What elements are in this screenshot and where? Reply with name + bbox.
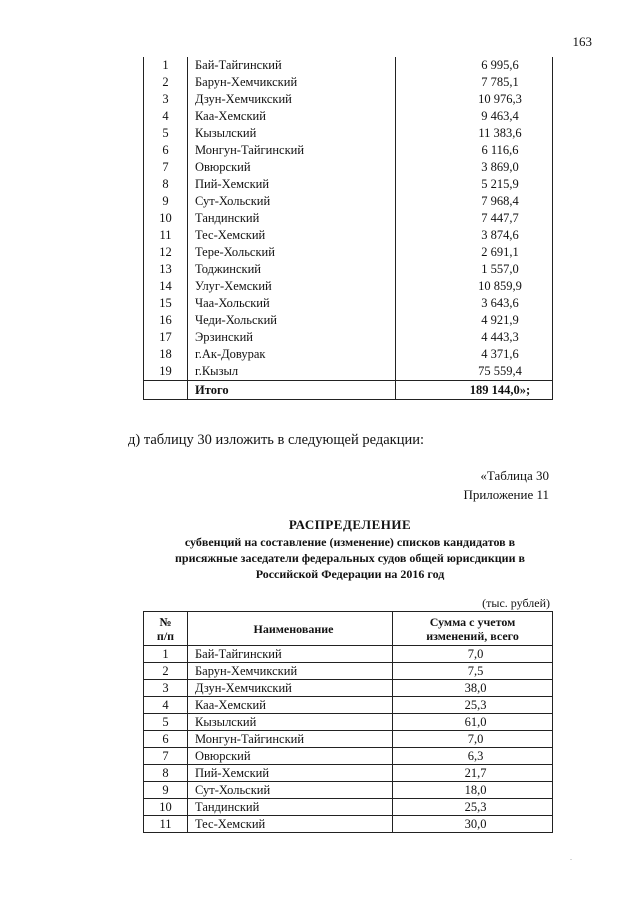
amount-value: 7,0 <box>393 731 553 748</box>
row-number: 11 <box>144 227 188 244</box>
district-name: Кызылский <box>188 714 393 731</box>
table-row <box>144 816 553 833</box>
district-name: Дзун-Хемчикский <box>188 680 393 697</box>
amount-value: 38,0 <box>393 680 553 697</box>
document-title: РАСПРЕДЕЛЕНИЕ <box>288 517 412 532</box>
table-row <box>144 748 553 765</box>
total-num-cell <box>144 381 188 400</box>
amount-value: 4 371,6 <box>396 346 553 363</box>
amount-value: 9 463,4 <box>396 108 553 125</box>
table-row <box>144 159 553 176</box>
district-name: Кызылский <box>188 125 396 142</box>
row-number: 8 <box>144 765 188 782</box>
table-row <box>144 261 553 278</box>
district-name: Тоджинский <box>188 261 396 278</box>
amount-value: 7,0 <box>393 646 553 663</box>
amount-value: 75 559,4 <box>396 363 553 381</box>
district-name: Улуг-Хемский <box>188 278 396 295</box>
amount-value: 30,0 <box>393 816 553 833</box>
district-name: Дзун-Хемчикский <box>188 91 396 108</box>
header-sum <box>393 612 553 646</box>
amount-value: 7,5 <box>393 663 553 680</box>
amendment-instruction: д) таблицу 30 изложить в следующей редакции: <box>128 432 425 448</box>
row-number: 1 <box>144 646 188 663</box>
amount-value: 21,7 <box>393 765 553 782</box>
total-row <box>144 381 553 400</box>
district-name: Тес-Хемский <box>188 816 393 833</box>
appendix-label: Приложение 11 <box>463 487 549 502</box>
table-row <box>144 74 553 91</box>
amount-value: 5 215,9 <box>396 176 553 193</box>
amount-value: 1 557,0 <box>396 261 553 278</box>
row-number: 8 <box>144 176 188 193</box>
table-row <box>144 329 553 346</box>
amount-value: 4 921,9 <box>396 312 553 329</box>
table-label <box>463 466 549 504</box>
row-number: 4 <box>144 697 188 714</box>
district-name: Тандинский <box>188 210 396 227</box>
district-name: Чеди-Хольский <box>188 312 396 329</box>
amount-value: 6 116,6 <box>396 142 553 159</box>
district-name: Бай-Тайгинский <box>188 646 393 663</box>
table-row <box>144 193 553 210</box>
table-row <box>144 312 553 329</box>
table-row <box>144 346 553 363</box>
table-row <box>144 227 553 244</box>
total-label: Итого <box>188 381 396 400</box>
amount-value: 7 968,4 <box>396 193 553 210</box>
header-sum-line-2: изменений, всего <box>426 628 519 643</box>
row-number: 7 <box>144 748 188 765</box>
row-number: 7 <box>144 159 188 176</box>
table-row <box>144 765 553 782</box>
amount-value: 25,3 <box>393 799 553 816</box>
district-name: Каа-Хемский <box>188 697 393 714</box>
header-number <box>144 612 188 646</box>
district-name: Чаа-Хольский <box>188 295 396 312</box>
row-number: 6 <box>144 731 188 748</box>
row-number: 10 <box>144 210 188 227</box>
amount-value: 6 995,6 <box>396 57 553 74</box>
district-name: Овюрский <box>188 159 396 176</box>
district-name: Эрзинский <box>188 329 396 346</box>
row-number: 14 <box>144 278 188 295</box>
scan-mark: . <box>570 853 572 862</box>
row-number: 1 <box>144 57 188 74</box>
row-number: 12 <box>144 244 188 261</box>
row-number: 16 <box>144 312 188 329</box>
amount-value: 4 443,3 <box>396 329 553 346</box>
row-number: 15 <box>144 295 188 312</box>
table-row <box>144 697 553 714</box>
amount-value: 7 785,1 <box>396 74 553 91</box>
subtitle-line-3: Российской Федерации на 2016 год <box>255 567 445 581</box>
district-name: Монгун-Тайгинский <box>188 142 396 159</box>
amount-value: 3 874,6 <box>396 227 553 244</box>
distribution-table-body <box>144 646 553 833</box>
amount-value: 61,0 <box>393 714 553 731</box>
district-name: Овюрский <box>188 748 393 765</box>
header-number-line-1: № <box>159 614 172 629</box>
row-number: 3 <box>144 680 188 697</box>
row-number: 5 <box>144 714 188 731</box>
row-number: 2 <box>144 74 188 91</box>
table-row <box>144 799 553 816</box>
header-name: Наименование <box>188 612 393 646</box>
table-row <box>144 363 553 381</box>
row-number: 5 <box>144 125 188 142</box>
total-value: 189 144,0»; <box>396 381 553 400</box>
table-row <box>144 680 553 697</box>
row-number: 4 <box>144 108 188 125</box>
table-row <box>144 278 553 295</box>
amount-value: 7 447,7 <box>396 210 553 227</box>
amount-value: 10 859,9 <box>396 278 553 295</box>
subsidy-table-continuation-body <box>144 57 553 381</box>
district-name: Бай-Тайгинский <box>188 57 396 74</box>
amount-value: 11 383,6 <box>396 125 553 142</box>
table-number-label: «Таблица 30 <box>480 468 549 483</box>
units-label: (тыс. рублей) <box>482 596 550 610</box>
amount-value: 18,0 <box>393 782 553 799</box>
row-number: 13 <box>144 261 188 278</box>
header-sum-line-1: Сумма с учетом <box>429 614 516 629</box>
district-name: Тере-Хольский <box>188 244 396 261</box>
row-number: 18 <box>144 346 188 363</box>
subsidy-table-continuation <box>143 57 553 400</box>
header-number-line-2: п/п <box>156 628 175 643</box>
table-row <box>144 176 553 193</box>
amount-value: 3 643,6 <box>396 295 553 312</box>
row-number: 11 <box>144 816 188 833</box>
district-name: Тандинский <box>188 799 393 816</box>
table-row <box>144 125 553 142</box>
header-row <box>144 612 553 646</box>
table-row <box>144 646 553 663</box>
district-name: Барун-Хемчикский <box>188 74 396 91</box>
amount-value: 10 976,3 <box>396 91 553 108</box>
district-name: г.Кызыл <box>188 363 396 381</box>
table-row <box>144 57 553 74</box>
amount-value: 3 869,0 <box>396 159 553 176</box>
subtitle-line-1: субвенций на составление (изменение) списков кандидатов в <box>184 535 516 549</box>
amount-value: 6,3 <box>393 748 553 765</box>
district-name: Барун-Хемчикский <box>188 663 393 680</box>
table-row <box>144 714 553 731</box>
row-number: 17 <box>144 329 188 346</box>
row-number: 10 <box>144 799 188 816</box>
subtitle-line-2: присяжные заседатели федеральных судов общей юрисдикции в <box>175 551 525 565</box>
district-name: Тес-Хемский <box>188 227 396 244</box>
table-row <box>144 663 553 680</box>
table-row <box>144 210 553 227</box>
distribution-table <box>143 611 553 833</box>
district-name: Сут-Хольский <box>188 193 396 210</box>
row-number: 9 <box>144 193 188 210</box>
district-name: Сут-Хольский <box>188 782 393 799</box>
district-name: Пий-Хемский <box>188 765 393 782</box>
table-row <box>144 782 553 799</box>
district-name: Пий-Хемский <box>188 176 396 193</box>
district-name: г.Ак-Довурак <box>188 346 396 363</box>
table-row <box>144 295 553 312</box>
table-row <box>144 108 553 125</box>
amount-value: 2 691,1 <box>396 244 553 261</box>
document-subtitle <box>140 534 560 582</box>
district-name: Монгун-Тайгинский <box>188 731 393 748</box>
table-row <box>144 91 553 108</box>
row-number: 19 <box>144 363 188 381</box>
row-number: 2 <box>144 663 188 680</box>
amount-value: 25,3 <box>393 697 553 714</box>
table-row <box>144 731 553 748</box>
page-number: 163 <box>572 34 592 49</box>
table-row <box>144 142 553 159</box>
row-number: 3 <box>144 91 188 108</box>
row-number: 9 <box>144 782 188 799</box>
district-name: Каа-Хемский <box>188 108 396 125</box>
table-row <box>144 244 553 261</box>
row-number: 6 <box>144 142 188 159</box>
